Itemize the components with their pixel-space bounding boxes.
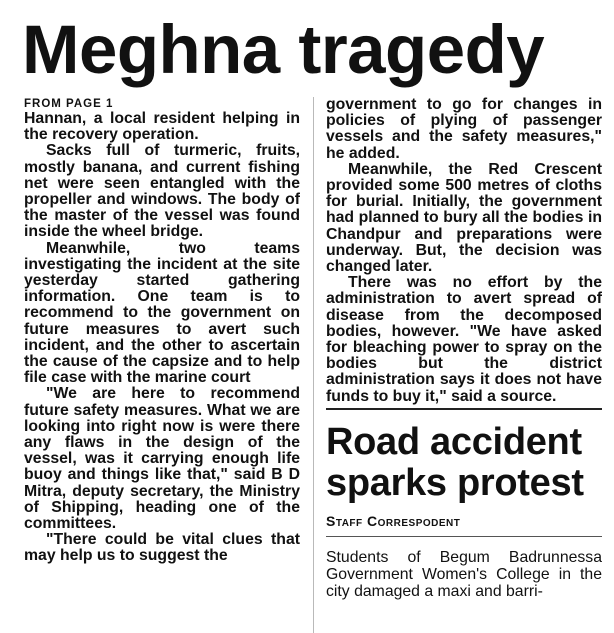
article-paragraph: Sacks full of turmeric, fruits, mostly banana, and current fishing net were seen entangled with the propeller and windows. The body of the master of the vessel was found inside the wheel bridge. <box>24 142 300 241</box>
article-paragraph: "We are here to recommend future safety measures. What we are looking into right now is were there any flaws in the design of the vessel, was it carrying enough life buoy and things like that," said B D Mitra, deputy secretary, the Ministry of Shipping, heading one of the committees. <box>24 385 300 533</box>
section-rule <box>326 408 602 410</box>
article-paragraph: Hannan, a local resident helping in the recovery operation. <box>24 110 300 144</box>
column-divider <box>313 97 314 633</box>
byline: Staff Correspodent <box>326 512 461 529</box>
article-paragraph: There was no effort by the administration to avert spread of disease from the decomposed bodies, however. "We have asked for bleaching power to spray on the bodies but the district administration says it does not have funds to buy it," said a source. <box>326 274 602 405</box>
article-paragraph: government to go for changes in policies of plying of passenger vessels and the safety measures," he added. <box>326 97 602 162</box>
main-headline: Meghna tragedy <box>22 11 545 88</box>
article-paragraph: Meanwhile, two teams investigating the incident at the site yesterday started gathering information. One team is to recommend to the government on future measures to avert such incident, and the other to ascertain the cause of the capsize and to help file case with the marine court <box>24 239 300 387</box>
byline-rule <box>326 536 602 537</box>
article-paragraph: "There could be vital clues that may help us to suggest the <box>24 531 300 565</box>
article-paragraph: Meanwhile, the Red Crescent provided some 500 metres of cloths for burial. Initially, the government had planned to bury all the bodies in Chandpur and preparations were underway. But, the decision was changed later. <box>326 160 602 276</box>
left-column <box>24 97 300 633</box>
continued-from-label: FROM PAGE 1 <box>24 98 114 110</box>
right-column <box>326 97 602 633</box>
article-paragraph: Students of Begum Badrunnessa Government Women's College in the city damaged a maxi and barri- <box>326 548 602 600</box>
second-story-headline: Road accident sparks protest <box>326 420 584 504</box>
